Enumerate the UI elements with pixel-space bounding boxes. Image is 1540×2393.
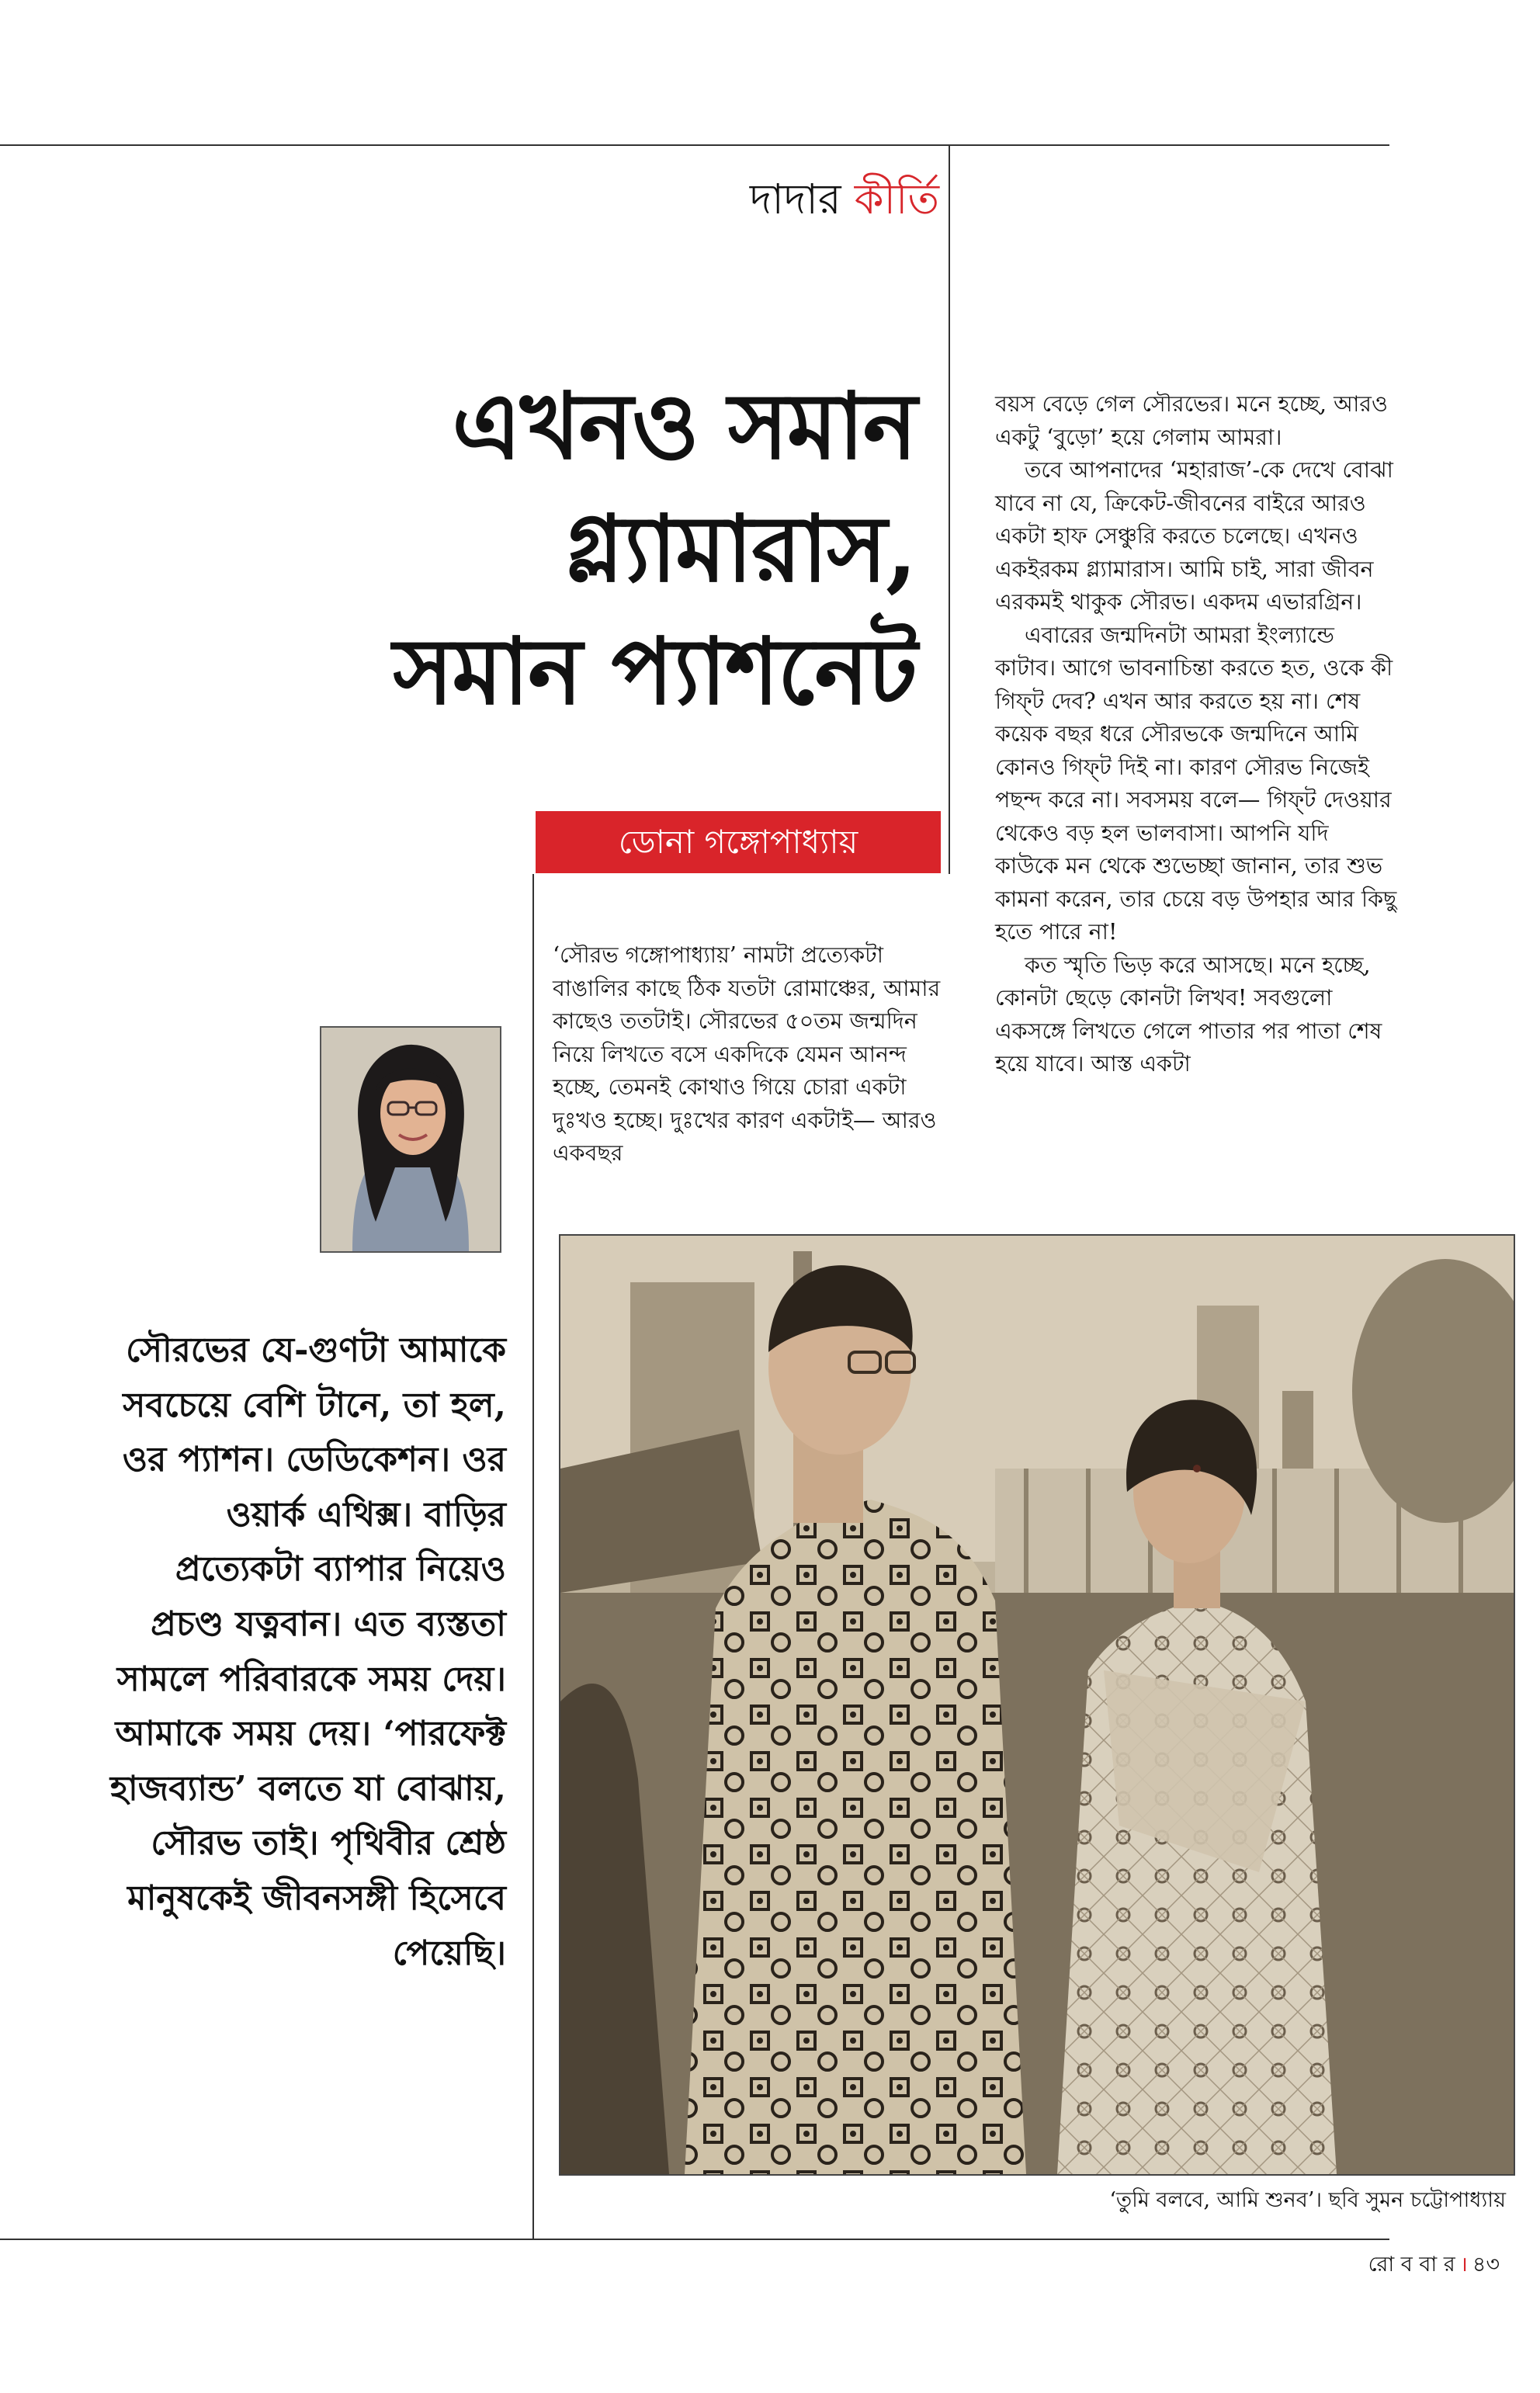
main-photo (559, 1234, 1515, 2176)
section-label (543, 172, 939, 227)
bottom-rule (0, 2239, 1389, 2240)
section-label-accent: কীর্তি (854, 175, 939, 224)
byline: ডোনা গঙ্গোপাধ্যায় (536, 811, 941, 873)
headline-line-3: সমান প্যাশনেট (393, 617, 916, 725)
page-number: ৪৩ (1472, 2253, 1500, 2277)
top-rule (0, 144, 1389, 146)
article-paragraph: বয়স বেড়ে গেল সৌরভের। মনে হচ্ছে, আরও একটু ‘বুড়ো’ হয়ে গেলাম আমরা। (995, 391, 1388, 450)
headline-line-2: গ্ল্যামারাস, (564, 494, 916, 602)
headline-line-1: এখনও সমান (452, 372, 916, 480)
section-label-plain: দাদার (749, 175, 841, 224)
author-photo (320, 1026, 501, 1253)
headline (194, 365, 916, 733)
couple-photo-illustration (560, 1236, 1514, 2174)
article-paragraph: তবে আপনাদের ‘মহারাজ’-কে দেখে বোঝা যাবে না যে, ক্রিকেট-জীবনের বাইরে আরও একটা হাফ সেঞ্চুরি করতে চলেছে। এখনও একইরকম গ্ল্যামারাস। আমি চাই, সারা জীবন এরকমই থাকুক সৌরভ। একদম এভারগ্রিন। (995, 457, 1393, 615)
article-paragraph: ‘সৌরভ গঙ্গোপাধ্যায়’ নামটা প্রত্যেকটা বাঙালির কাছে ঠিক যতটা রোমাঞ্চের, আমার কাছেও ততটাই। সৌরভের ৫০তম জন্মদিন নিয়ে লিখতে বসে একদিকে যেমন আনন্দ হচ্ছে, তেমনই কোথাও গিয়ে চোরা একটা দুঃখও হচ্ছে। দুঃখের কারণ একটাই— আরও একবছর (553, 942, 941, 1166)
article-paragraph: এবারের জন্মদিনটা আমরা ইংল্যান্ডে কাটাব। আগে ভাবনাচিন্তা করতে হত, ওকে কী গিফ্‌ট দেব? এখন আর করতে হয় না। শেষ কয়েক বছর ধরে সৌরভকে জন্মদিনে আমি কোনও গিফ্‌ট দিই না। কারণ সৌরভ নিজেই পছন্দ করে না। সবসময় বলে— গিফ্‌ট দেওয়ার থেকেও বড় হল ভালবাসা। আপনি যদি কাউকে মন থেকে শুভেচ্ছা জানান, তার শুভ কামনা করেন, তার চেয়ে বড় উপহার আর কিছু হতে পারে না! (995, 622, 1397, 945)
pull-quote: সৌরভের যে-গুণটা আমাকে সবচেয়ে বেশি টানে, তা হল, ওর প্যাশন। ডেডিকেশন। ওর ওয়ার্ক এথিক্স। বাড়ির প্রত্যেকটা ব্যাপার নিয়েও প্রচণ্ড যত্নবান। এত ব্যস্ততা সামলে পরিবারকে সময় দেয়। আমাকে সময় দেয়। ‘পারফেক্ট হাজব্যান্ড’ বলতে যা বোঝায়, সৌরভ তাই। পৃথিবীর শ্রেষ্ঠ মানুষকেই জীবনসঙ্গী হিসেবে পেয়েছি। (109, 1330, 506, 1973)
footer-separator: । (1459, 2253, 1468, 2277)
photo-caption: ‘তুমি বলবে, আমি শুনব’। ছবি সুমন চট্টোপাধ্যায় (1109, 2188, 1506, 2212)
page-footer (1126, 2249, 1500, 2280)
author-portrait-illustration (321, 1028, 500, 1251)
column-divider-top (949, 144, 950, 874)
magazine-name: রো ব বা র (1368, 2253, 1455, 2277)
article-paragraph: কত স্মৃতি ভিড় করে আসছে। মনে হচ্ছে, কোনটা ছেড়ে কোনটা লিখব! সবগুলো একসঙ্গে লিখতে গেলে পাতার পর পাতা শেষ হয়ে যাবে। আস্ত একটা (995, 952, 1382, 1077)
article-right-column (995, 388, 1399, 1081)
column-divider-left (532, 874, 534, 2240)
article-left-column (553, 939, 941, 1170)
